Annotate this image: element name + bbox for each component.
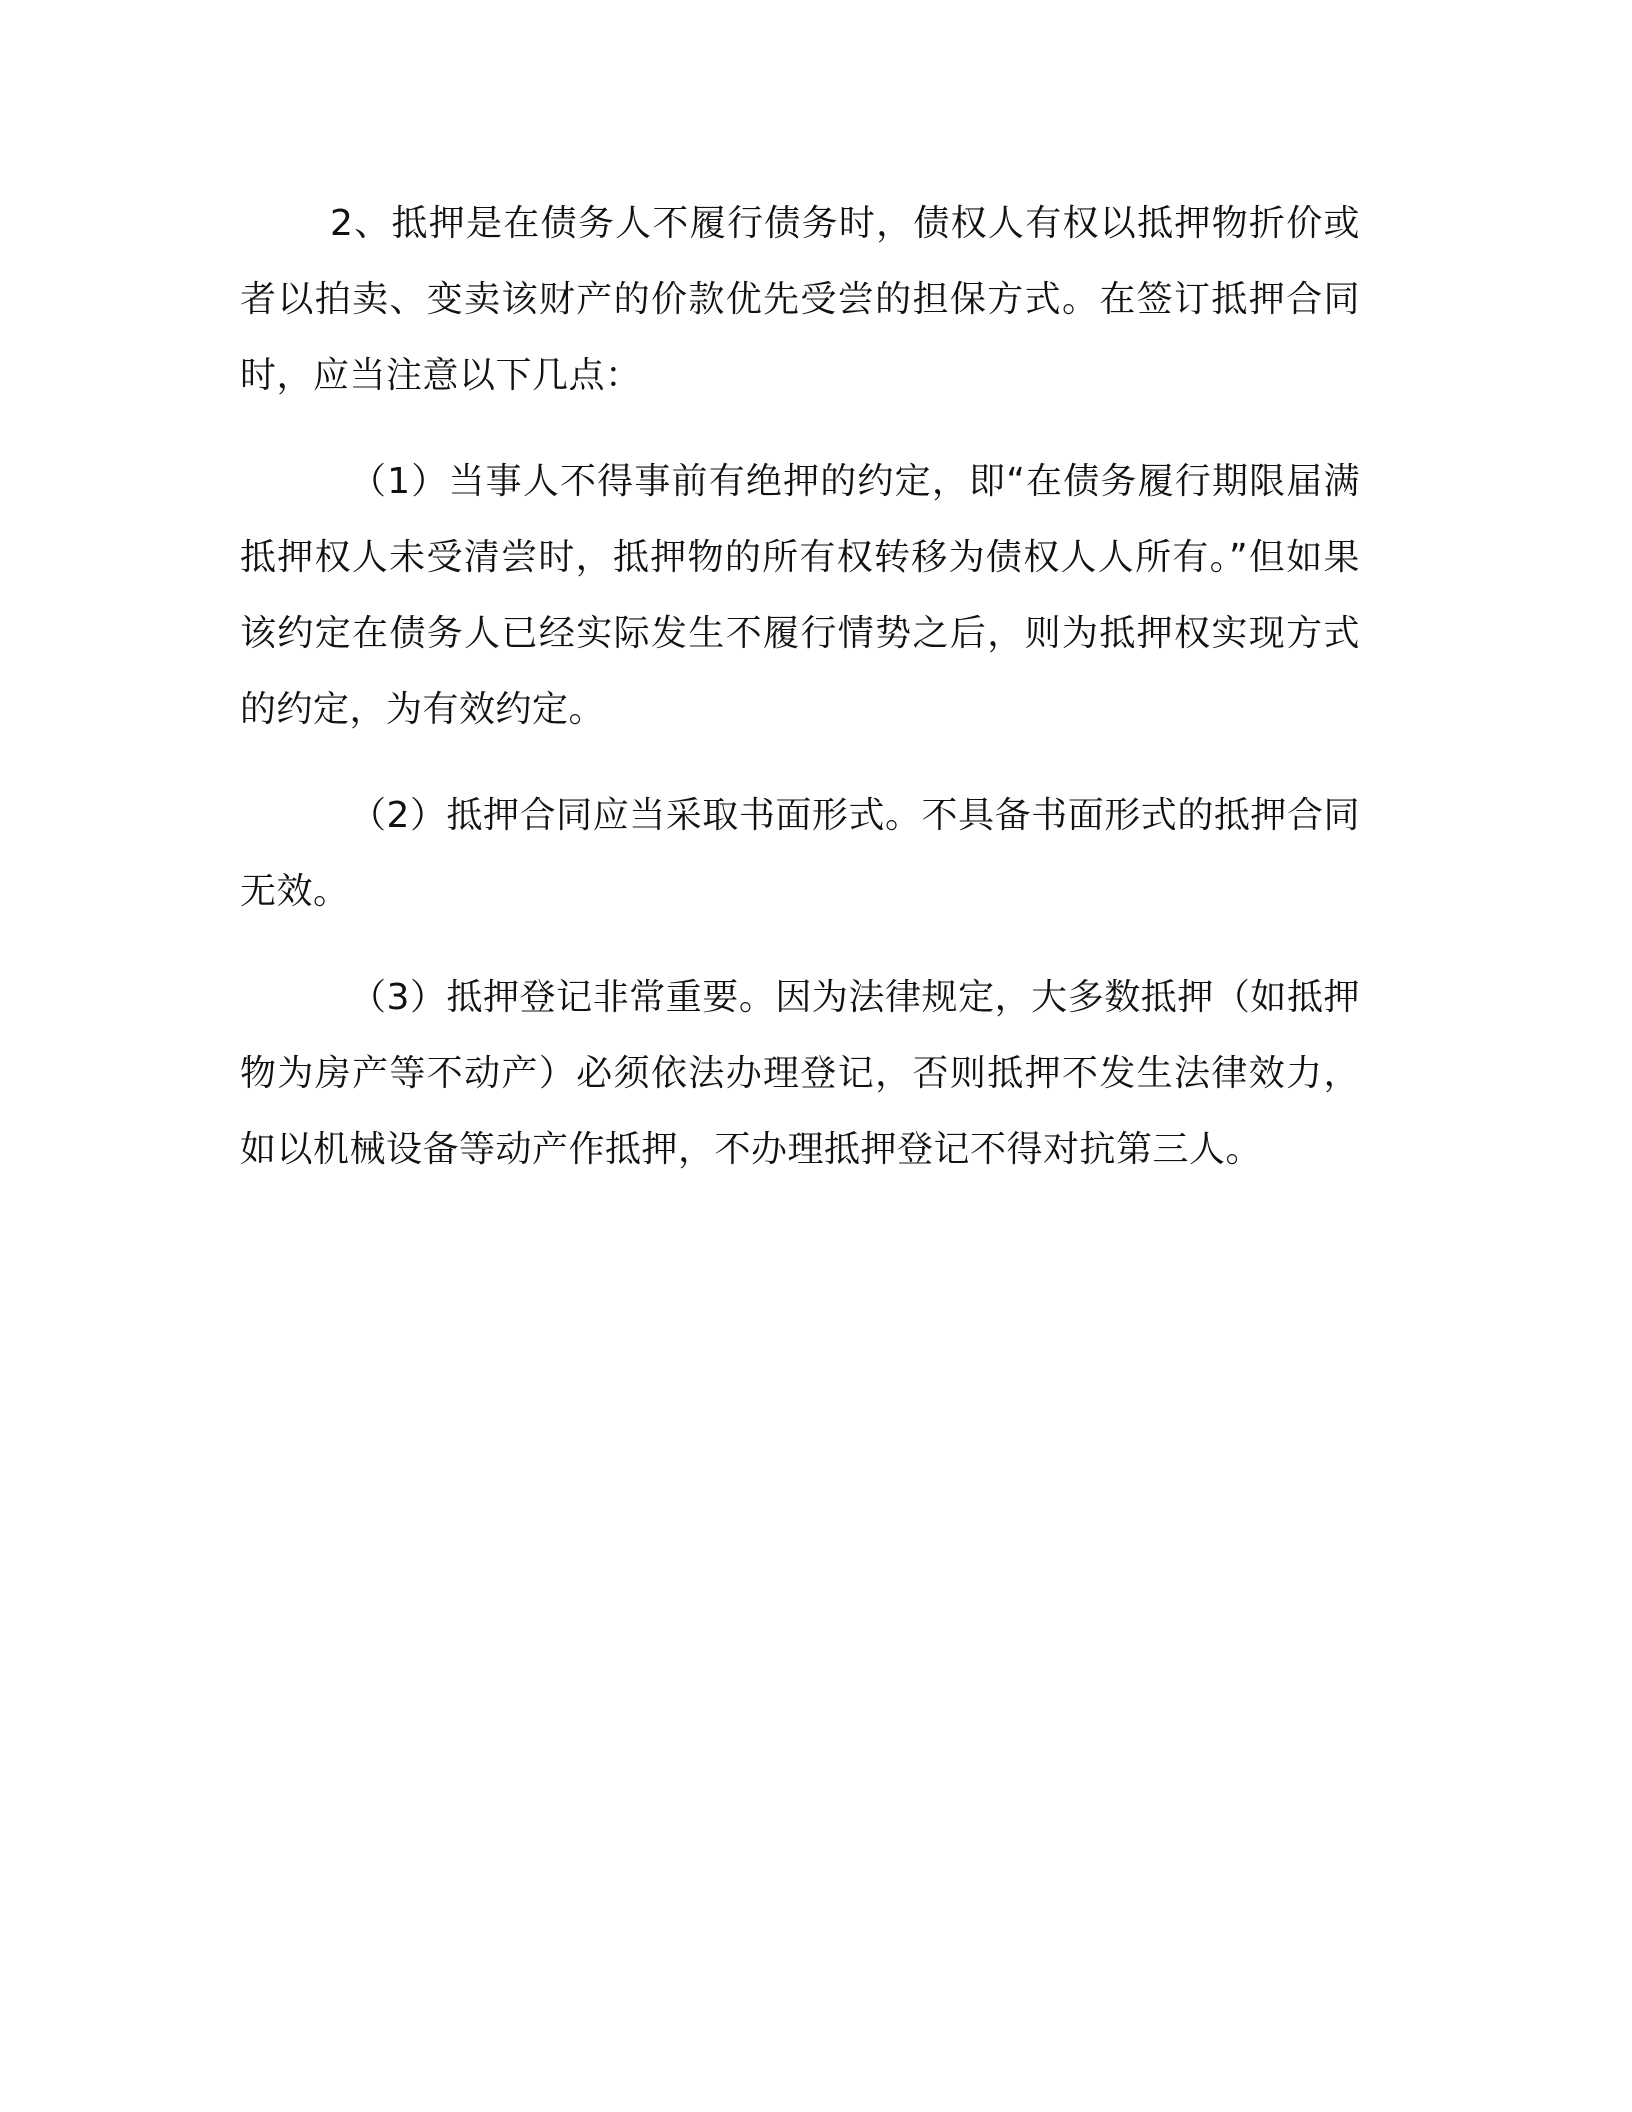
paragraph-point-3: （3）抵押登记非常重要。因为法律规定，大多数抵押（如抵押物为房产等不动产）必须依法办理登记，否则抵押不发生法律效力，如以机械设备等动产作抵押，不办理抵押登记不得对抗第三人。 — [240, 977, 1360, 1170]
paragraph-point-1: （1）当事人不得事前有绝押的约定，即“在债务履行期限届满抵押权人未受清尝时，抵押物的所有权转移为债权人人所有。”但如果该约定在债务人已经实际发生不履行情势之后，则为抵押权实现方式的约定，为有效约定。 — [240, 461, 1360, 730]
paragraph-point-2: （2）抵押合同应当采取书面形式。不具备书面形式的抵押合同无效。 — [240, 795, 1360, 912]
document-body — [240, 186, 1360, 1188]
paragraph-mortgage-definition: 2、抵押是在债务人不履行债务时，债权人有权以抵押物折价或者以拍卖、变卖该财产的价款优先受尝的担保方式。在签订抵押合同时，应当注意以下几点： — [240, 203, 1360, 396]
